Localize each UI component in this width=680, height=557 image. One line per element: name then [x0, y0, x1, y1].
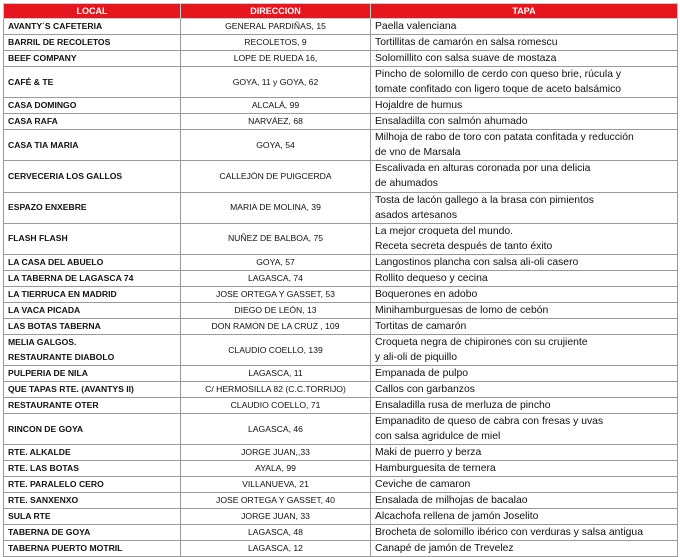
cell-tapa-line: Receta secreta después de tanto éxito	[375, 240, 553, 252]
cell-direccion-line: GOYA, 57	[256, 256, 295, 267]
cell-direccion-line: CLAUDIO COELLO, 139	[228, 344, 323, 355]
cell-direccion	[181, 382, 371, 398]
cell-direccion-line: LAGASCA, 11	[248, 368, 303, 379]
cell-tapa-line: Ensaladilla con salmón ahumado	[375, 116, 528, 128]
table-body	[4, 19, 678, 557]
cell-tapa	[371, 51, 678, 67]
cell-tapa-line: Canapé de jamón de Trevelez	[375, 543, 514, 555]
table-row	[4, 382, 678, 398]
header-direccion: DIRECCION	[181, 4, 371, 19]
cell-direccion	[181, 161, 371, 192]
cell-tapa	[371, 334, 678, 365]
cell-local-line: RTE. LAS BOTAS	[8, 463, 79, 474]
cell-direccion-line: GOYA, 11 y GOYA, 62	[232, 76, 319, 87]
cell-local	[4, 254, 181, 270]
cell-tapa-line: Paella valenciana	[375, 21, 457, 32]
cell-direccion-line: RECOLETOS, 9	[244, 37, 307, 47]
cell-tapa-line: Milhoja de rabo de toro con patata confitada y reducción	[375, 132, 634, 144]
cell-local-line: TABERNA PUERTO MOTRIL	[8, 543, 123, 554]
cell-direccion-line: GENERAL PARDIÑAS, 15	[225, 21, 326, 31]
table-row	[4, 254, 678, 270]
table-row	[4, 98, 678, 114]
cell-tapa-line: La mejor croqueta del mundo.	[375, 225, 514, 237]
cell-tapa	[371, 130, 678, 161]
table-row	[4, 525, 678, 541]
cell-tapa	[371, 192, 678, 223]
cell-direccion	[181, 270, 371, 286]
cell-tapa-line: Boquerones en adobo	[375, 288, 478, 300]
cell-tapa	[371, 161, 678, 192]
cell-tapa-line: Empanadito de queso de cabra con fresas y uvas	[375, 416, 604, 428]
cell-direccion-line: C/ HERMOSILLA 82 (C.C.TORRIJO)	[205, 384, 346, 395]
cell-direccion-line: VILLANUEVA, 21	[242, 479, 309, 490]
table-row	[4, 192, 678, 223]
cell-local-line: LA VACA PICADA	[8, 304, 81, 315]
header-tapa: TAPA	[371, 4, 678, 19]
table-row	[4, 398, 678, 414]
cell-tapa-line: Escalivada en alturas coronada por una delicia	[375, 163, 591, 175]
cell-local	[4, 525, 181, 541]
cell-tapa-line: Empanada de pulpo	[375, 368, 469, 380]
cell-local-line: SULA RTE	[8, 511, 51, 522]
cell-direccion	[181, 286, 371, 302]
cell-direccion	[181, 525, 371, 541]
table-row	[4, 270, 678, 286]
cell-local	[4, 286, 181, 302]
table-row	[4, 461, 678, 477]
table-row	[4, 286, 678, 302]
cell-local	[4, 477, 181, 493]
cell-direccion-line: JORGE JUAN, 33	[241, 511, 310, 522]
table-row	[4, 366, 678, 382]
cell-tapa	[371, 67, 678, 98]
cell-direccion-line: NUÑEZ DE BALBOA, 75	[227, 233, 324, 244]
cell-tapa	[371, 114, 678, 130]
cell-direccion-line: LAGASCA, 74	[248, 272, 303, 283]
cell-local-line: MELIA GALGOS.	[8, 337, 77, 348]
tapas-table	[3, 3, 678, 557]
cell-local	[4, 35, 181, 51]
cell-local	[4, 493, 181, 509]
cell-tapa	[371, 35, 678, 51]
cell-tapa	[371, 318, 678, 334]
cell-direccion-line: MARIA DE MOLINA, 39	[230, 202, 321, 213]
cell-local	[4, 318, 181, 334]
cell-local	[4, 382, 181, 398]
cell-local-line: CASA RAFA	[8, 116, 58, 127]
cell-direccion	[181, 366, 371, 382]
cell-direccion-line: LOPE DE RUEDA 16,	[233, 53, 318, 63]
cell-tapa	[371, 445, 678, 461]
cell-local	[4, 51, 181, 67]
cell-direccion	[181, 114, 371, 130]
cell-tapa	[371, 414, 678, 445]
cell-tapa	[371, 461, 678, 477]
cell-direccion	[181, 493, 371, 509]
cell-local	[4, 414, 181, 445]
cell-direccion-line: CALLEJÓN DE PUIGCERDA	[219, 170, 332, 181]
cell-tapa	[371, 286, 678, 302]
table-row	[4, 477, 678, 493]
cell-local	[4, 398, 181, 414]
table-row	[4, 67, 678, 98]
table-row	[4, 19, 678, 35]
cell-direccion-line: JOSE ORTEGA Y GASSET, 40	[216, 495, 335, 506]
cell-tapa	[371, 477, 678, 493]
cell-local-line: AVANTY´S CAFETERIA	[8, 21, 103, 31]
cell-tapa-line: Alcachofa rellena de jamón Joselito	[375, 511, 539, 523]
cell-local-line: CAFÉ & TE	[8, 76, 54, 87]
cell-local	[4, 445, 181, 461]
cell-local-line: LA TABERNA DE LAGASCA 74	[8, 272, 134, 283]
table-row	[4, 51, 678, 67]
cell-direccion	[181, 318, 371, 334]
cell-tapa-line: Brocheta de solomillo ibérico con verduras y salsa antigua	[375, 527, 643, 539]
cell-local-line: PULPERIA DE NILA	[8, 368, 88, 379]
table-row	[4, 318, 678, 334]
cell-tapa	[371, 366, 678, 382]
cell-direccion	[181, 19, 371, 35]
cell-local	[4, 541, 181, 557]
cell-direccion	[181, 223, 371, 254]
cell-direccion	[181, 445, 371, 461]
cell-direccion-line: GOYA, 54	[256, 139, 295, 150]
cell-tapa	[371, 509, 678, 525]
cell-local-line: LAS BOTAS TABERNA	[8, 320, 101, 331]
cell-direccion-line: DIEGO DE LEÓN, 13	[234, 304, 317, 315]
cell-direccion-line: LAGASCA, 46	[248, 423, 303, 434]
table-row	[4, 114, 678, 130]
cell-direccion	[181, 414, 371, 445]
cell-tapa-line: Tortillitas de camarón en salsa romescu	[375, 37, 558, 48]
cell-direccion-line: LAGASCA, 48	[248, 527, 303, 538]
cell-local	[4, 509, 181, 525]
cell-tapa	[371, 302, 678, 318]
header-row	[4, 4, 678, 19]
cell-local-line: LA TIERRUCA EN MADRID	[8, 288, 117, 299]
cell-local	[4, 192, 181, 223]
cell-tapa	[371, 223, 678, 254]
cell-direccion-line: CLAUDIO COELLO, 71	[230, 400, 321, 411]
cell-tapa-line: Hojaldre de humus	[375, 100, 463, 112]
cell-tapa-line: de vno de Marsala	[375, 147, 461, 159]
cell-tapa	[371, 525, 678, 541]
cell-local	[4, 114, 181, 130]
cell-direccion	[181, 192, 371, 223]
cell-local-line: QUE TAPAS RTE. (AVANTYS II)	[8, 384, 134, 395]
cell-tapa-line: asados artesanos	[375, 209, 458, 221]
cell-local-line: CASA TIA MARIA	[8, 139, 79, 150]
cell-tapa-line: Langostinos plancha con salsa ali-oli casero	[375, 256, 579, 268]
cell-tapa-line: Hamburguesita de ternera	[375, 463, 496, 475]
cell-direccion	[181, 509, 371, 525]
cell-direccion	[181, 35, 371, 51]
cell-direccion	[181, 334, 371, 365]
table-row	[4, 223, 678, 254]
cell-local-line: CERVECERIA LOS GALLOS	[8, 170, 123, 181]
cell-local-line: BARRIL DE RECOLETOS	[8, 37, 111, 47]
cell-direccion	[181, 130, 371, 161]
cell-tapa-line: Tortitas de camarón	[375, 320, 467, 332]
table-row	[4, 509, 678, 525]
cell-tapa	[371, 382, 678, 398]
cell-local	[4, 67, 181, 98]
cell-local-line: RESTAURANTE DIABOLO	[8, 352, 115, 363]
cell-local	[4, 223, 181, 254]
cell-tapa-line: Minihamburguesas de lomo de cebón	[375, 304, 549, 316]
cell-tapa-line: Solomillito con salsa suave de mostaza	[375, 53, 557, 64]
cell-direccion-line: AYALA, 99	[255, 463, 296, 474]
cell-local-line: RESTAURANTE OTER	[8, 400, 99, 411]
cell-direccion-line: NARVÁEZ, 68	[248, 116, 303, 127]
cell-direccion	[181, 67, 371, 98]
header-local: LOCAL	[4, 4, 181, 19]
cell-tapa-line: Maki de puerro y berza	[375, 447, 482, 459]
cell-direccion-line: ALCALÁ, 99	[251, 100, 300, 111]
cell-tapa-line: Rollito dequeso y cecina	[375, 272, 488, 284]
cell-local	[4, 302, 181, 318]
table-row	[4, 414, 678, 445]
cell-direccion-line: DON RAMON DE LA CRUZ , 109	[211, 320, 340, 331]
cell-direccion	[181, 398, 371, 414]
cell-tapa-line: tomate confitado con ligero toque de aceto balsámico	[375, 84, 622, 96]
cell-direccion	[181, 254, 371, 270]
cell-tapa	[371, 270, 678, 286]
cell-tapa-line: Ensalada de milhojas de bacalao	[375, 495, 528, 507]
cell-tapa-line: Pincho de solomillo de cerdo con queso brie, rúcula y	[375, 69, 622, 81]
cell-direccion-line: JOSE ORTEGA Y GASSET, 53	[216, 288, 335, 299]
cell-local-line: ESPAZO ENXEBRE	[8, 202, 87, 213]
cell-direccion	[181, 541, 371, 557]
cell-direccion	[181, 461, 371, 477]
cell-local-line: LA CASA DEL ABUELO	[8, 256, 104, 267]
cell-local	[4, 270, 181, 286]
table-row	[4, 541, 678, 557]
cell-local-line: RTE. PARALELO CERO	[8, 479, 104, 490]
table-row	[4, 445, 678, 461]
table-row	[4, 161, 678, 192]
cell-local	[4, 98, 181, 114]
cell-tapa	[371, 19, 678, 35]
cell-local	[4, 334, 181, 365]
cell-local-line: RTE. SANXENXO	[8, 495, 79, 506]
cell-tapa-line: y ali-oli de piquillo	[375, 352, 458, 364]
cell-direccion	[181, 98, 371, 114]
cell-local-line: CASA DOMINGO	[8, 100, 77, 111]
cell-tapa	[371, 493, 678, 509]
cell-local-line: FLASH FLASH	[8, 233, 68, 244]
cell-tapa-line: Callos con garbanzos	[375, 384, 475, 396]
cell-tapa	[371, 541, 678, 557]
cell-tapa-line: Tosta de lacón gallego a la brasa con pimientos	[375, 194, 594, 206]
cell-tapa	[371, 98, 678, 114]
cell-direccion	[181, 302, 371, 318]
cell-local	[4, 19, 181, 35]
cell-tapa-line: de ahumados	[375, 178, 438, 190]
cell-local-line: RINCON DE GOYA	[8, 423, 84, 434]
cell-local	[4, 366, 181, 382]
table-row	[4, 35, 678, 51]
cell-direccion	[181, 51, 371, 67]
cell-local	[4, 130, 181, 161]
cell-direccion	[181, 477, 371, 493]
cell-tapa	[371, 398, 678, 414]
cell-tapa-line: Ensaladilla rusa de merluza de pincho	[375, 400, 551, 412]
cell-local	[4, 461, 181, 477]
cell-local	[4, 161, 181, 192]
cell-tapa-line: Ceviche de camaron	[375, 479, 471, 491]
cell-local-line: TABERNA DE GOYA	[8, 527, 91, 538]
table-row	[4, 130, 678, 161]
table-row	[4, 493, 678, 509]
cell-tapa-line: Croqueta negra de chipirones con su crujiente	[375, 337, 588, 349]
cell-direccion-line: JORGE JUAN,,33	[241, 447, 310, 458]
cell-local-line: BEEF COMPANY	[8, 53, 77, 63]
cell-local-line: RTE. ALKALDE	[8, 447, 71, 458]
table-row	[4, 302, 678, 318]
cell-tapa	[371, 254, 678, 270]
cell-direccion-line: LAGASCA, 12	[248, 543, 303, 554]
cell-tapa-line: con salsa agridulce de miel	[375, 431, 501, 443]
table-row	[4, 334, 678, 365]
